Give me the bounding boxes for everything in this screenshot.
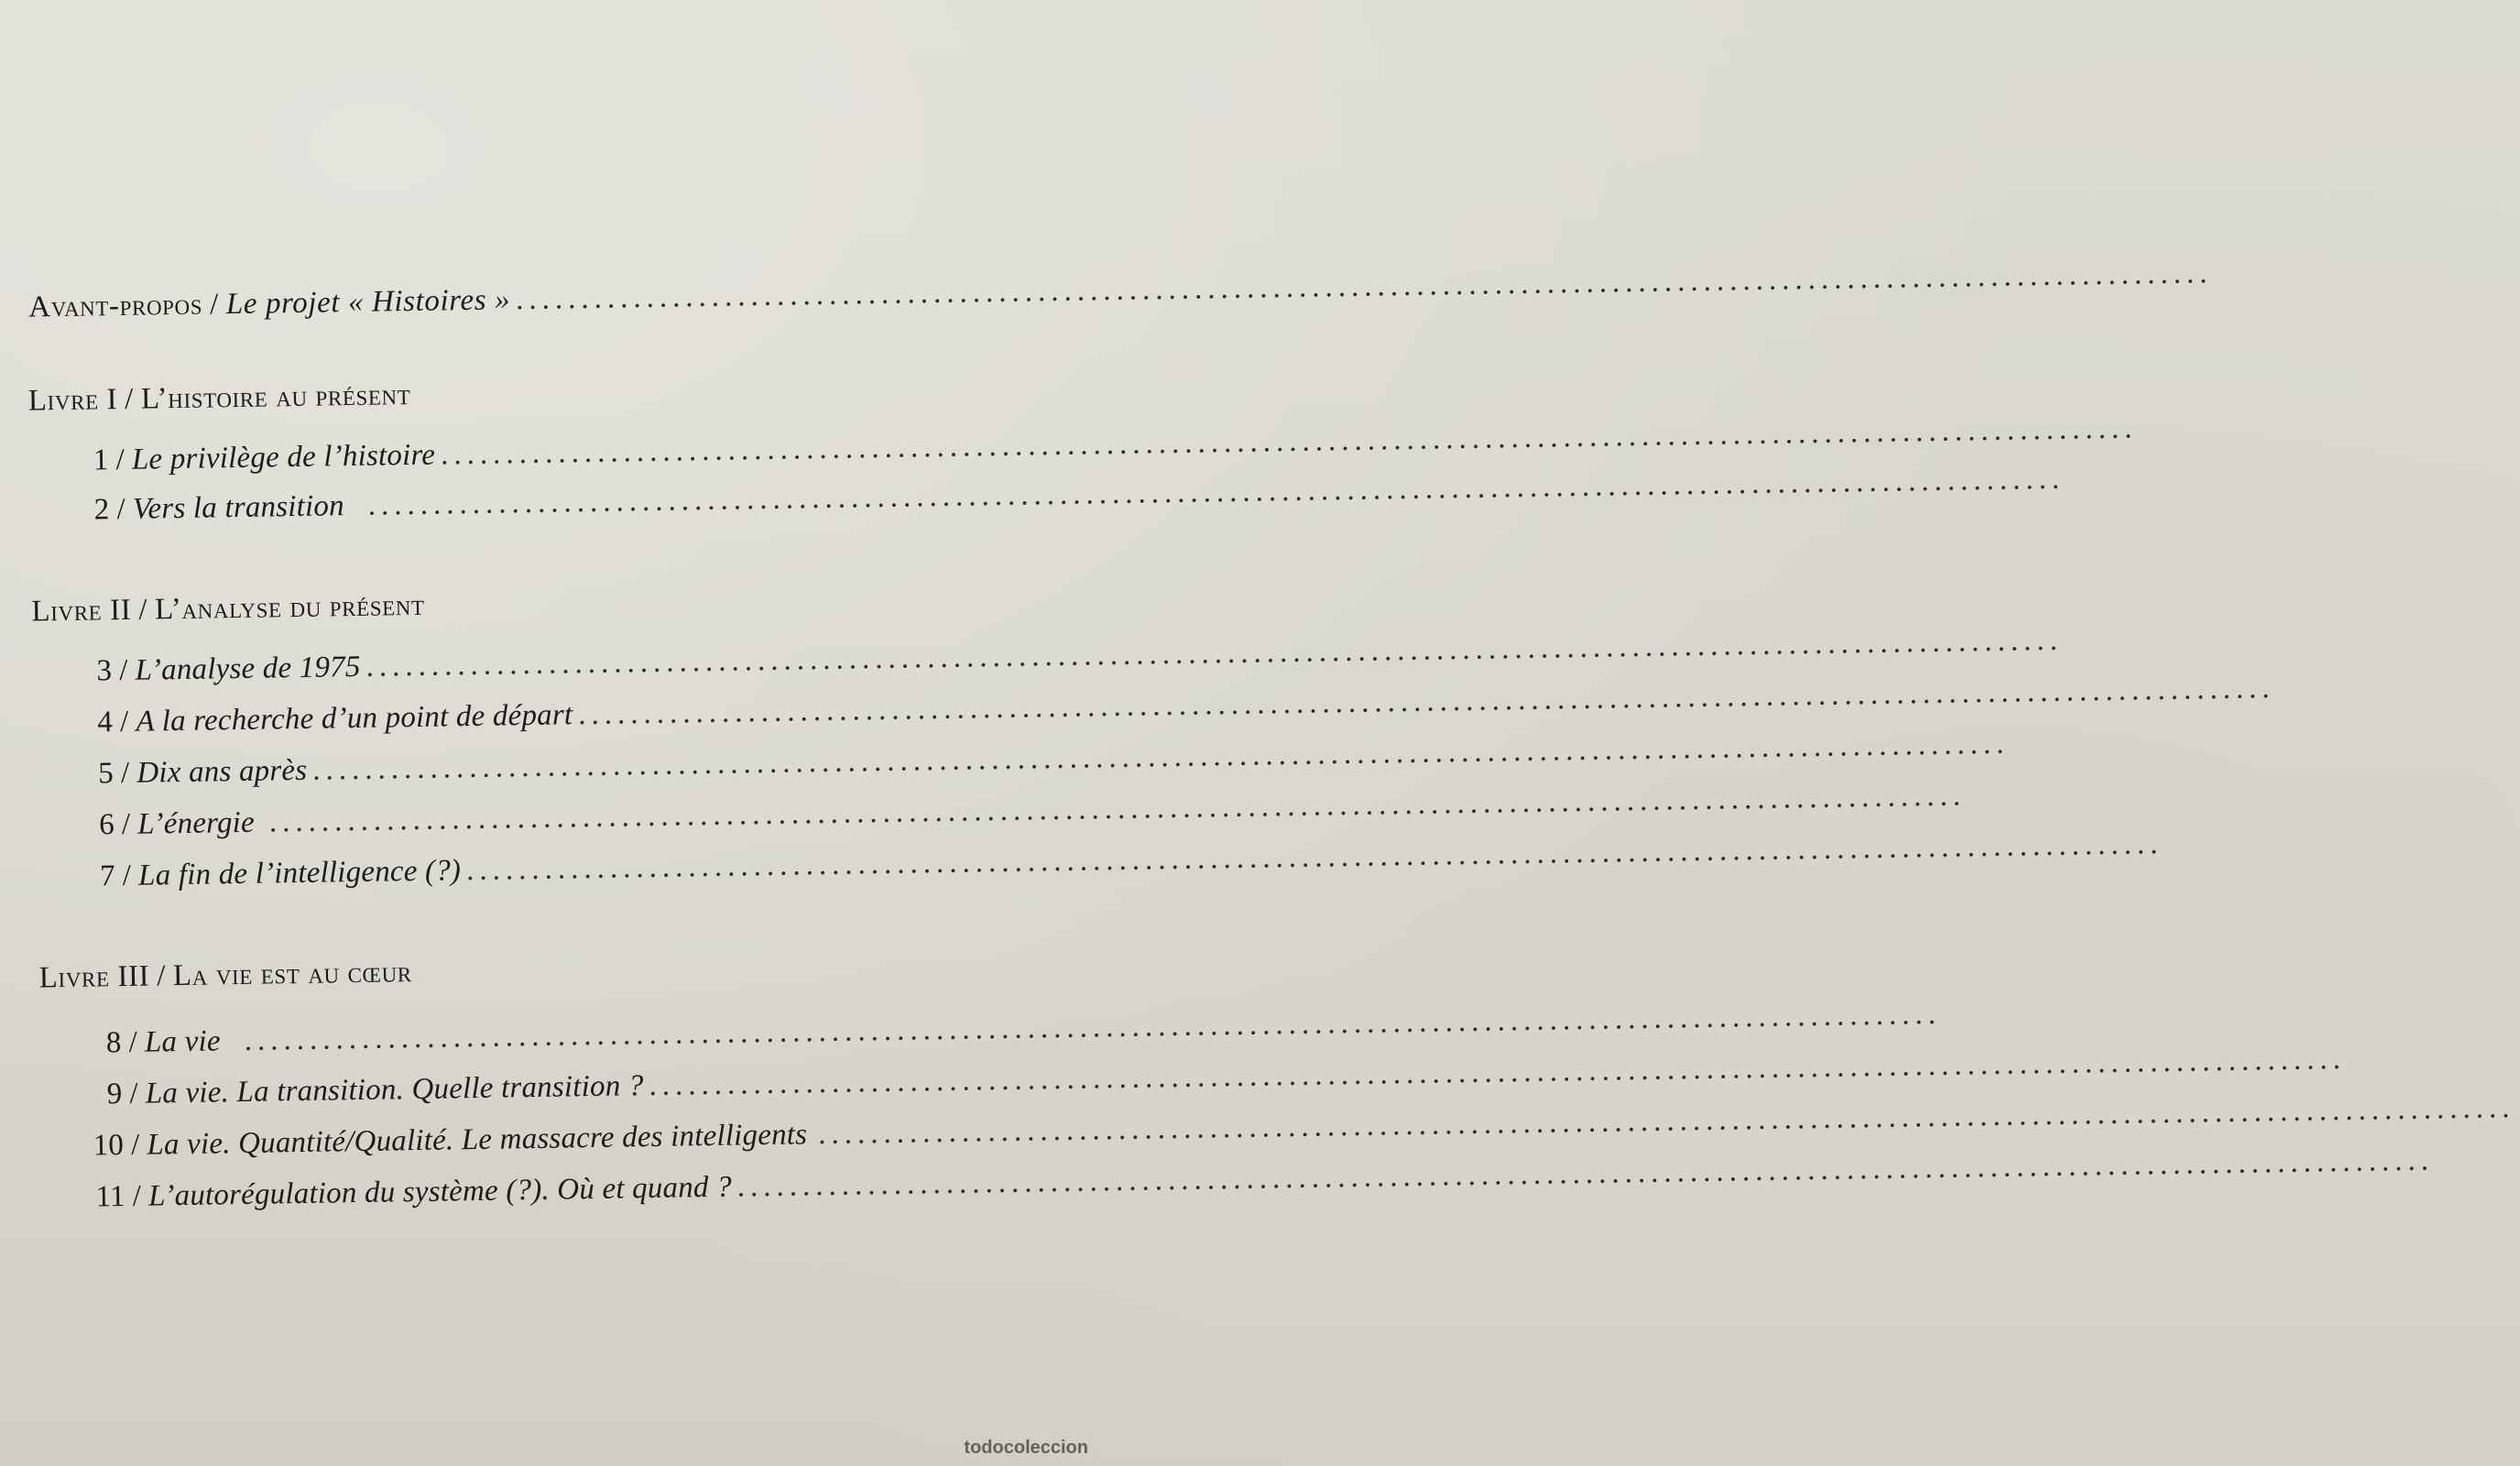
separator: / — [156, 959, 167, 993]
dot-leader: .................................................................................................................................. — [817, 1091, 2515, 1152]
book-title: La vie est au cœur — [172, 956, 412, 993]
chapter-number: 9 — [106, 1078, 123, 1111]
separator: / — [121, 807, 131, 842]
chapter-number: 6 — [98, 808, 115, 842]
dot-leader: .................................................................................................................................. — [440, 411, 2138, 472]
dot-leader: .................................................................................................................................. — [736, 1143, 2435, 1204]
chapter-number: 11 — [95, 1180, 126, 1214]
dot-leader: .................................................................................................................................. — [365, 623, 2064, 684]
chapter-number: 7 — [99, 859, 116, 893]
separator: / — [132, 1179, 142, 1213]
separator: / — [129, 1077, 139, 1110]
chapter-title: A la recherche d’un point de départ — [136, 698, 573, 738]
separator: / — [128, 1025, 138, 1059]
chapter-title: L’énergie — [136, 805, 256, 841]
separator: / — [209, 288, 220, 322]
chapter-title: La vie. La transition. Quelle transition ? — [145, 1069, 644, 1110]
chapter-number: 3 — [96, 654, 113, 688]
chapter-entry-8 — [105, 997, 1942, 1060]
chapter-number: 4 — [97, 706, 114, 739]
avant-propos-entry — [27, 257, 2213, 325]
chapter-title: Dix ans après — [136, 753, 308, 790]
chapter-title: L’autorégulation du système (?). Où et quand ? — [147, 1170, 733, 1213]
chapter-number: 10 — [93, 1129, 125, 1163]
book-title: L’analyse du présent — [154, 588, 425, 627]
chapter-title: La fin de l’intelligence (?) — [137, 854, 462, 892]
chapter-number: 5 — [97, 757, 115, 791]
chapter-entry-10 — [93, 1091, 2515, 1164]
chapter-title: La vie — [144, 1024, 222, 1059]
chapter-title: Le privilège de l’histoire — [131, 438, 436, 476]
chapter-entry-4 — [97, 672, 2275, 739]
book-title: L’histoire au présent — [140, 378, 411, 416]
avant-propos-title: Le projet « Histoires » — [225, 283, 511, 322]
dot-leader: .................................................................................................................................. — [465, 827, 2164, 888]
dot-leader: .................................................................................................................................. — [577, 672, 2275, 732]
book-label: Livre II — [31, 593, 132, 629]
chapter-entry-9 — [106, 1042, 2347, 1111]
avant-propos-label: Avant-propos — [27, 288, 203, 324]
chapter-title: La vie. Quantité/Qualité. Le massacre des intelligents — [147, 1118, 808, 1162]
book-label: Livre I — [27, 383, 118, 418]
separator: / — [119, 705, 129, 739]
dot-leader: .................................................................................................................................. — [311, 727, 2010, 787]
chapter-entry-3 — [96, 623, 2064, 688]
chapter-number: 2 — [93, 493, 110, 527]
book-heading-1 — [28, 378, 411, 419]
chapter-entry-6 — [98, 779, 1967, 842]
dot-leader: .................................................................................................................................. — [649, 1042, 2347, 1103]
separator: / — [124, 382, 135, 416]
separator: / — [118, 653, 128, 688]
watermark: todocoleccion — [964, 1438, 1088, 1458]
chapter-title: L’analyse de 1975 — [135, 650, 361, 687]
chapter-number: 1 — [93, 443, 109, 477]
dot-leader: .................................................................................................................................. — [515, 257, 2213, 317]
chapter-entry-1 — [93, 411, 2138, 478]
book-heading-3 — [38, 956, 411, 995]
chapter-entry-5 — [97, 727, 2010, 791]
book-label: Livre III — [38, 959, 150, 995]
dot-leader: .................................................................................................................................. — [367, 462, 2066, 522]
separator: / — [122, 859, 132, 893]
chapter-entry-7 — [99, 827, 2164, 893]
dot-leader: .................................................................................................................................. — [244, 997, 1942, 1057]
separator: / — [115, 443, 125, 477]
chapter-number: 8 — [105, 1026, 122, 1060]
dot-leader: .................................................................................................................................. — [268, 779, 1967, 839]
separator: / — [138, 593, 148, 627]
separator: / — [116, 492, 126, 527]
book-heading-2 — [31, 589, 425, 629]
separator: / — [120, 756, 130, 791]
chapter-entry-2 — [93, 462, 2066, 528]
separator: / — [130, 1128, 140, 1162]
chapter-title: Vers la transition — [132, 489, 345, 526]
